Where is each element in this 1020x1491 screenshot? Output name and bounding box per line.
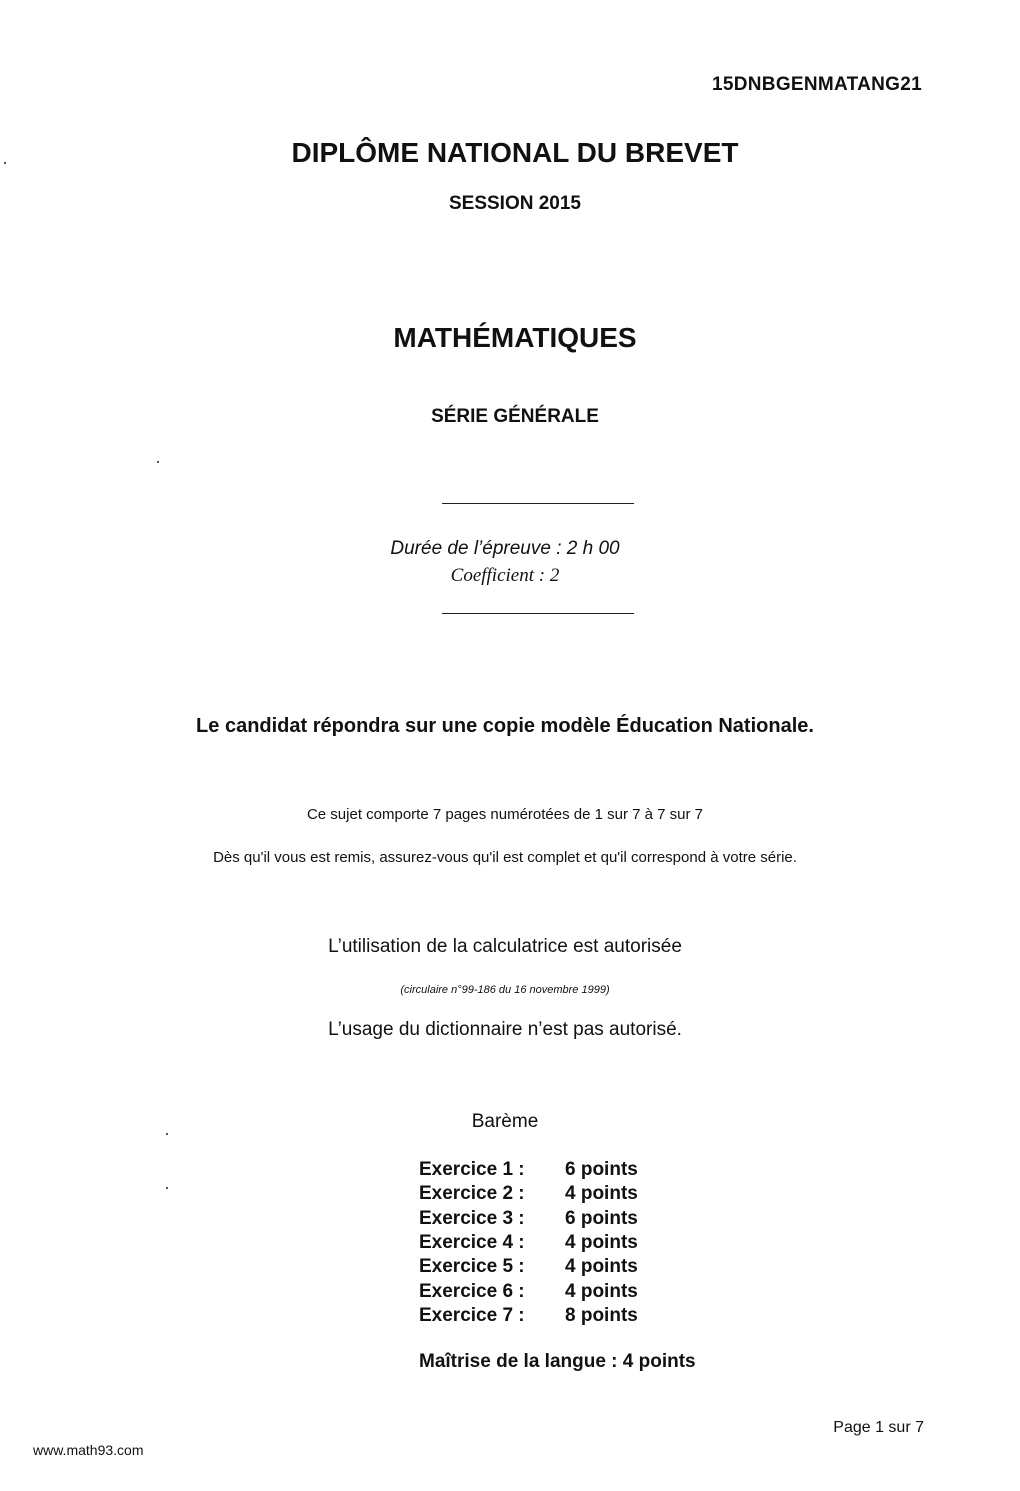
exercise-points: 6 points [565,1159,638,1181]
series-label: SÉRIE GÉNÉRALE [431,406,599,427]
page-number: Page 1 sur 7 [833,1419,924,1436]
exercise-points: 4 points [565,1232,638,1254]
subject-title: MATHÉMATIQUES [393,322,637,353]
calculator-rule: L’utilisation de la calculatrice est autorisée [328,936,682,957]
exam-coefficient: Coefficient : 2 [450,565,560,586]
bareme-title: Barème [471,1111,539,1132]
table-row [419,1255,638,1279]
exercise-label: Exercice 6 : [419,1280,525,1302]
check-note: Dès qu'il vous est remis, assurez-vous qu'il est complet et qu'il correspond à votre série. [213,849,797,866]
exercise-label: Exercice 3 : [419,1207,525,1229]
table-row [419,1231,638,1255]
circular-reference: (circulaire n°99-186 du 16 novembre 1999) [400,984,610,996]
scan-speck [166,1187,168,1189]
table-row [419,1207,638,1231]
divider-bottom [442,613,634,614]
dictionary-rule: L’usage du dictionnaire n’est pas autorisé. [328,1019,682,1040]
site-url: www.math93.com [33,1442,144,1458]
scan-speck [4,162,6,164]
exercise-points: 4 points [565,1280,638,1302]
table-row [419,1279,638,1303]
divider-top [442,503,634,504]
exercise-label: Exercice 1 : [419,1159,525,1181]
exercise-points: 8 points [565,1304,638,1326]
exercise-label: Exercice 2 : [419,1183,525,1205]
exercise-points: 4 points [565,1256,638,1278]
exercise-label: Exercice 4 : [419,1232,525,1254]
session-label: SESSION 2015 [448,193,582,214]
exercise-points: 4 points [565,1183,638,1205]
table-row [419,1182,638,1206]
bareme-table [419,1158,638,1328]
document-code: 15DNBGENMATANG21 [712,74,922,95]
table-row [419,1158,638,1182]
candidate-instruction: Le candidat répondra sur une copie modèle Éducation Nationale. [196,715,814,737]
exam-duration: Durée de l’épreuve : 2 h 00 [390,538,620,559]
exercise-points: 6 points [565,1207,638,1229]
scan-speck [166,1133,168,1135]
exercise-label: Exercice 7 : [419,1304,525,1326]
language-points: Maîtrise de la langue : 4 points [419,1351,696,1372]
pages-note: Ce sujet comporte 7 pages numérotées de 1 sur 7 à 7 sur 7 [306,806,704,823]
table-row [419,1304,638,1328]
scan-speck [157,461,159,463]
exercise-label: Exercice 5 : [419,1256,525,1278]
exam-title: DIPLÔME NATIONAL DU BREVET [291,137,739,168]
